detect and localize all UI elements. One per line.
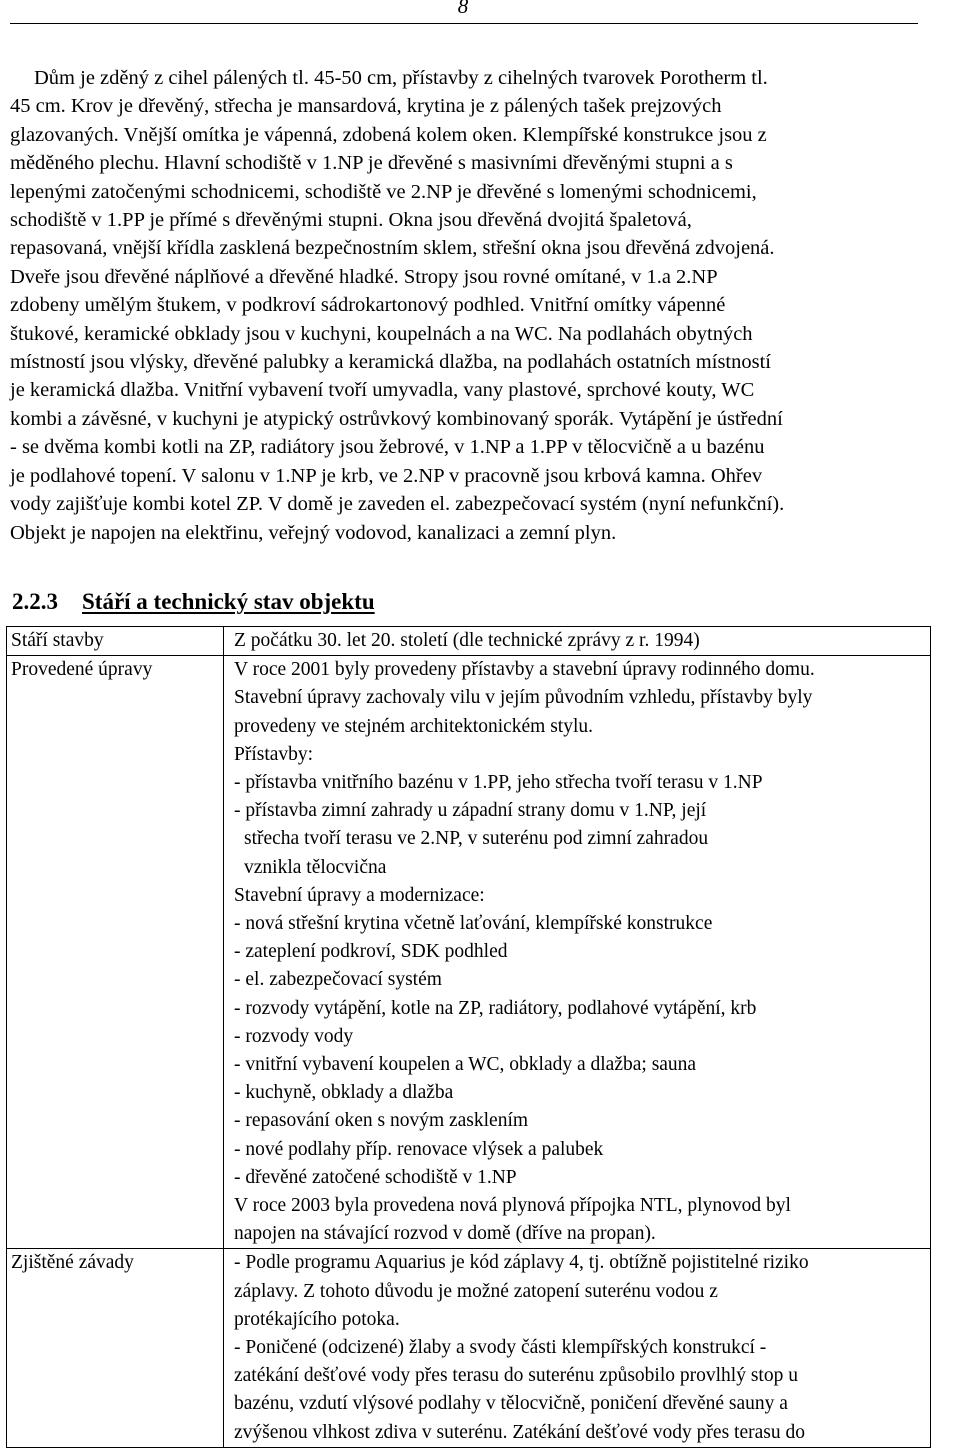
row-value [224,627,931,656]
value-line: napojen na stávající rozvod v domě (dříve na propan). [234,1223,656,1245]
table-row [7,1249,931,1447]
value-line: vznikla tělocvična [244,856,387,878]
paragraph-line: Dveře jsou dřevěné náplňové a dřevěné hladké. Stropy jsou rovné omítané, v 1.a 2.NP [10,265,718,288]
construction-description [10,64,930,547]
paragraph-line: je keramická dlažba. Vnitřní vybavení tvoří umyvadla, vany plastové, sprchové kouty, WC [10,379,755,402]
paragraph-line: kombi a závěsné, v kuchyni je atypický ostrůvkový kombinovaný sporák. Vytápění je ústřední [10,407,783,430]
value-line: zvýšenou vlhkost zdiva v suterénu. Zatékání dešťové vody přes terasu do [234,1421,805,1443]
section-title: Stáří a technický stav objektu [82,589,375,614]
value-line: - Poničené (odcizené) žlaby a svody části klempířských konstrukcí - [234,1337,767,1359]
paragraph-line: - se dvěma kombi kotli na ZP, radiátory jsou žebrové, v 1.NP a 1.PP v tělocvičně a u bazénu [10,436,765,459]
value-line: - rozvody vytápění, kotle na ZP, radiátory, podlahové vytápění, krb [234,997,757,1019]
page-number: 8 [457,0,469,18]
value-line: Stavební úpravy zachovaly vilu v jejím původním vzhledu, přístavby byly [234,687,813,709]
table-row [7,627,931,656]
paragraph-line: zdobeny umělým štukem, v podkroví sádrokartonový podhled. Vnitřní omítky vápenné [10,294,726,317]
value-line: - dřevěné zatočené schodiště v 1.NP [234,1166,517,1188]
paragraph-line: je podlahové topení. V salonu v 1.NP je krb, ve 2.NP v pracovně jsou krbová kamna. Ohřev [10,464,763,487]
value-line: - přístavba zimní zahrady u západní strany domu v 1.NP, její [234,800,707,822]
value-line: - přístavba vnitřního bazénu v 1.PP, jeho střecha tvoří terasu v 1.NP [234,772,763,794]
row-label: Zjištěné závady [7,1249,224,1447]
section-number: 2.2.3 [12,589,58,614]
value-line: záplavy. Z tohoto důvodu je možné zatopení suterénu vodou z [234,1280,718,1302]
paragraph-line: Objekt je napojen na elektřinu, veřejný vodovod, kanalizaci a zemní plyn. [10,521,617,544]
value-line: - vnitřní vybavení koupelen a WC, obklady a dlažba; sauna [234,1054,697,1076]
value-line: - kuchyně, obklady a dlažba [234,1082,454,1104]
value-line: bazénu, vzdutí vlýsové podlahy v tělocvičně, poničení dřevěné sauny a [234,1393,788,1415]
paragraph-line: lepenými zatočenými schodnicemi, schodiště ve 2.NP je dřevěné s lomenými schodnicemi, [10,180,757,203]
paragraph-line: 45 cm. Krov je dřevěný, střecha je mansardová, krytina je z pálených tašek prejzových [10,95,722,118]
row-value [224,1249,931,1447]
paragraph-line: vody zajišťuje kombi kotel ZP. V domě je zaveden el. zabezpečovací systém (nyní nefunkční). [10,493,785,516]
header-rule [10,23,918,24]
paragraph-line: měděného plechu. Hlavní schodiště v 1.NP je dřevěné s masivními dřevěnými stupni a s [10,152,733,175]
paragraph-line: repasovaná, vnější křídla zasklená bezpečnostním sklem, střešní okna jsou dřevěná zdvojená. [10,237,775,260]
value-line: - nová střešní krytina včetně laťování, klempířské konstrukce [234,913,713,935]
paragraph-line: štukové, keramické obklady jsou v kuchyni, koupelnách a na WC. Na podlahách obytných [10,322,753,345]
section-heading [12,586,375,618]
paragraph-line: schodiště v 1.PP je přímé s dřevěnými stupni. Okna jsou dřevěná dvojitá špaletová, [10,209,692,232]
value-line: Přístavby: [234,743,314,765]
value-line: Stavební úpravy a modernizace: [234,884,485,906]
value-line: provedeny ve stejném architektonickém stylu. [234,715,594,737]
table-row [7,656,931,1249]
value-line: střecha tvoří terasu ve 2.NP, v suterénu pod zimní zahradou [244,828,709,850]
value-line: - rozvody vody [234,1025,354,1047]
row-label: Provedené úpravy [7,656,224,1249]
value-line: - zateplení podkroví, SDK podhled [234,941,508,963]
value-line: Z počátku 30. let 20. století (dle technické zprávy z r. 1994) [234,630,700,651]
value-line: - repasování oken s novým zasklením [234,1110,529,1132]
value-line: zatékání dešťové vody přes terasu do suterénu způsobilo provlhlý stop u [234,1365,798,1387]
value-line: - nové podlahy příp. renovace vlýsek a palubek [234,1138,604,1160]
paragraph-line: místností jsou vlýsky, dřevěné palubky a keramická dlažba, na podlahách ostatních místností [10,351,771,374]
value-line: V roce 2001 byly provedeny přístavby a stavební úpravy rodinného domu. [234,659,815,681]
row-value [224,656,931,1249]
value-line: - el. zabezpečovací systém [234,969,442,991]
paragraph-line: glazovaných. Vnější omítka je vápenná, zdobená kolem oken. Klempířské konstrukce jsou z [10,123,767,146]
paragraph-line: Dům je zděný z cihel pálených tl. 45-50 cm, přístavby z cihelných tvarovek Porotherm tl. [34,67,768,89]
row-label: Stáří stavby [7,627,224,656]
value-line: - Podle programu Aquarius je kód záplavy 4, tj. obtížně pojistitelné riziko [234,1252,809,1274]
value-line: V roce 2003 byla provedena nová plynová přípojka NTL, plynovod byl [234,1195,791,1217]
value-line: protékajícího potoka. [234,1308,400,1330]
building-state-table [6,626,931,1448]
